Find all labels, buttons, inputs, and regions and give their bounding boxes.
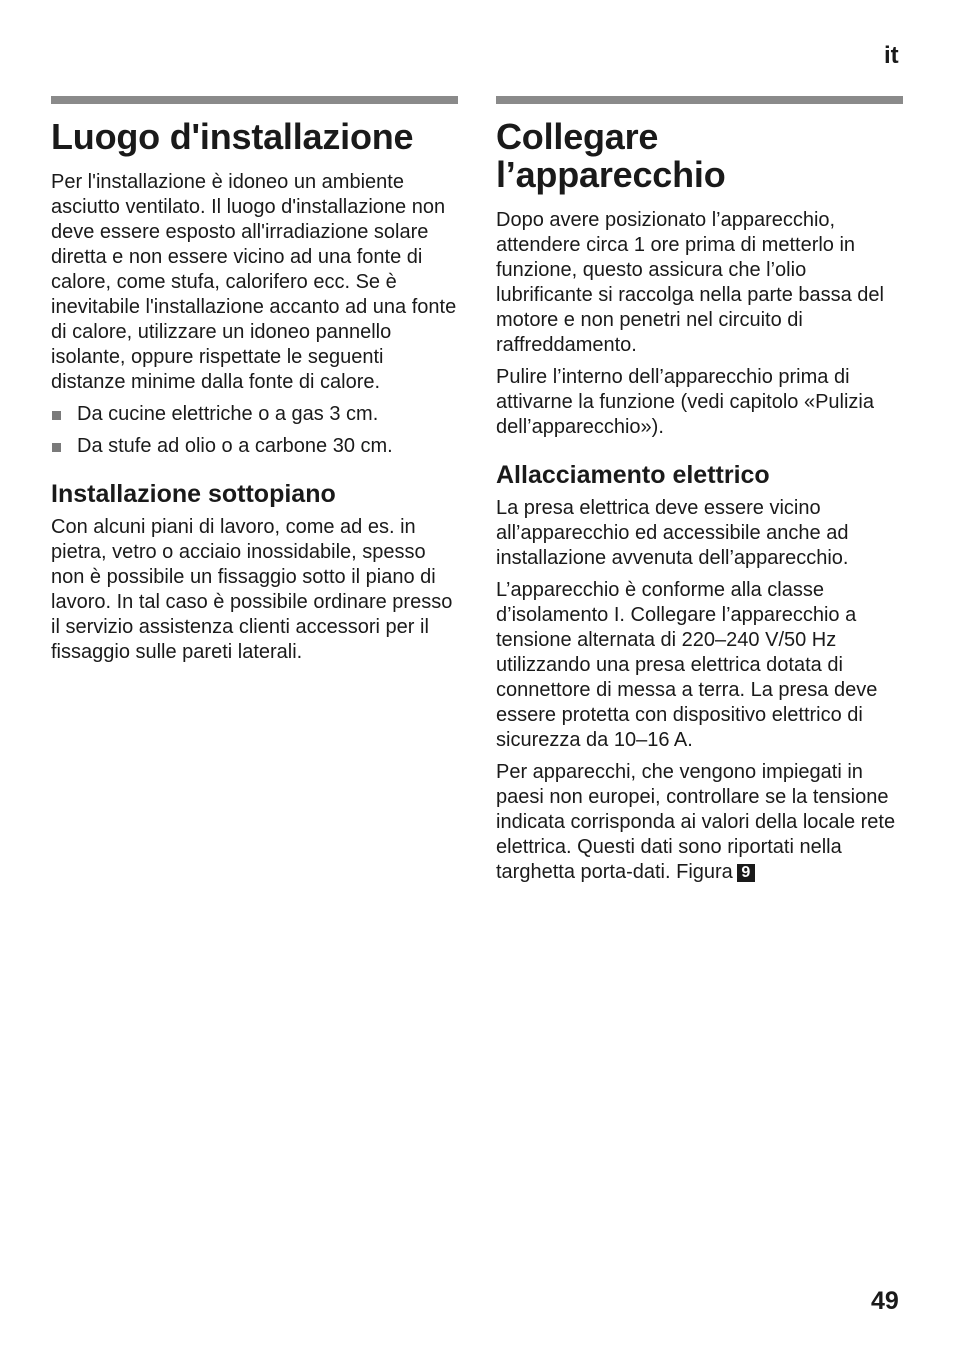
figure-reference-badge: 9 [737, 864, 755, 882]
subheading-electrical: Allacciamento elettrico [496, 461, 770, 489]
connect-paragraph-1: Dopo avere posizionato l’apparecchio, attendere circa 1 ore prima di metterlo in funzione, questo assicura che l’olio lubrificante si raccolga nella parte bassa del motore e non penetri nel circuito di raffreddamento. [496, 209, 884, 356]
undercounter-text: Con alcuni piani di lavoro, come ad es. in pietra, vetro o acciaio inossidabile, spesso non è possibile un fissaggio sotto il piano di lavoro. In tal caso è possibile ordinare presso il servizio assistenza clienti accessori per il fissaggio sulle pareti laterali. [51, 516, 453, 663]
square-bullet-icon [52, 443, 61, 452]
section-rule [496, 96, 903, 104]
left-column [51, 96, 458, 672]
list-item [51, 402, 458, 427]
electrical-paragraph-2: L’apparecchio è conforme alla classe d’isolamento I. Collegare l’apparecchio a tensione alternata di 220–240 V/50 Hz utilizzando una presa elettrica dotata di connettore di messa a terra. La presa deve essere protetta con dispositivo elettrico di sicurezza da 10–16 A. [496, 579, 878, 751]
installation-intro: Per l'installazione è idoneo un ambiente asciutto ventilato. Il luogo d'installazione non deve essere esposto all'irradiazione solare diretta e non essere vicino ad una fonte di calore, come stufa, calorifero ecc. Se è inevitabile l'installazione accanto ad una fonte di calore, utilizzare un idoneo pannello isolante, oppure rispettate le seguenti distanze minime dalla fonte di calore. [51, 171, 457, 393]
section-rule [51, 96, 458, 104]
section-title-installation: Luogo d'installazione [51, 116, 414, 157]
list-item-text: Da cucine elettriche o a gas 3 cm. [77, 403, 379, 425]
title-line: l’apparecchio [496, 154, 726, 195]
section-title-connect [496, 118, 903, 194]
title-line: Collegare [496, 116, 659, 157]
electrical-paragraph-3-text: Per apparecchi, che vengono impiegati in paesi non europei, controllare se la tensione indicata corrisponda ai valori della locale rete elettrica. Questi dati sono riportati nella targhetta porta-dati. Figura [496, 761, 896, 883]
subheading-undercounter: Installazione sottopiano [51, 480, 336, 508]
connect-paragraph-2: Pulire l’interno dell’apparecchio prima di attivarne la funzione (vedi capitolo «Pulizia dell’apparecchio»). [496, 366, 874, 438]
distance-list [51, 402, 458, 459]
page-number: 49 [871, 1287, 899, 1315]
electrical-paragraph-1: La presa elettrica deve essere vicino all’apparecchio ed accessibile anche ad installazione avvenuta dell’apparecchio. [496, 497, 849, 569]
square-bullet-icon [52, 411, 61, 420]
list-item-text: Da stufe ad olio o a carbone 30 cm. [77, 435, 393, 457]
electrical-paragraph-3 [496, 760, 903, 885]
language-label: it [884, 42, 899, 69]
list-item [51, 434, 458, 459]
right-column [496, 96, 903, 892]
